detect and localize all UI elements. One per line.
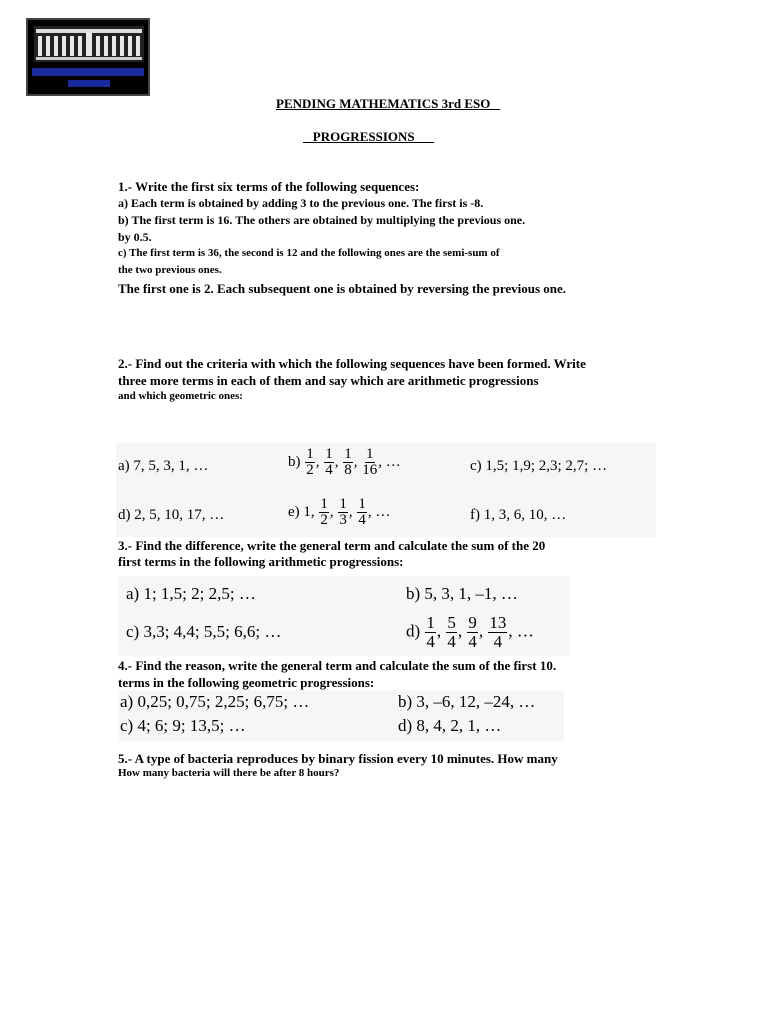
fraction: $\frac{1}{16}$ <box>362 446 378 478</box>
fraction: $\frac{1}{2}$ <box>306 446 314 478</box>
logo-caption-bar <box>68 80 110 87</box>
q4-seq-a: a) 0,25; 0,75; 2,25; 6,75; … <box>120 692 310 711</box>
q2-seq-e: e) 1, $\frac{1}{2}$ , $\frac{1}{3}$ , $\frac{1}{4}$ , … <box>288 496 391 528</box>
fraction: $\frac{9}{4}$ <box>468 613 477 651</box>
q3-seq-b: b) 5, 3, 1, –1, … <box>406 584 518 603</box>
q2-seq-c: c) 1,5; 1,9; 2,3; 2,7; … <box>470 458 608 474</box>
page-title: PENDING MATHEMATICS 3rd ESO <box>276 96 501 111</box>
q3-prompt: 3.- Find the difference, write the general term and calculate the sum of the 20 <box>118 538 546 553</box>
q3-prompt-cont: first terms in the following arithmetic progressions: <box>118 554 404 569</box>
q1-item-b-cont: by 0.5. <box>118 230 152 244</box>
logo-caption-bar <box>32 68 144 76</box>
fraction: $\frac{1}{4}$ <box>325 446 333 478</box>
q1-item-c: c) The first term is 36, the second is 12 and the following ones are the semi-sum of <box>118 247 500 259</box>
school-logo-icon <box>26 18 150 96</box>
q2-prompt-cont: three more terms in each of them and say which are arithmetic progressions <box>118 373 539 388</box>
q3-seq-d-label: d) <box>406 621 421 641</box>
q1-item-a: a) Each term is obtained by adding 3 to the previous one. The first is -8. <box>118 196 484 210</box>
q1-item-b: b) The first term is 16. The others are obtained by multiplying the previous one. <box>118 213 526 227</box>
q1-item-d: The first one is 2. Each subsequent one is obtained by reversing the previous one. <box>118 281 567 296</box>
q2-prompt: 2.- Find out the criteria with which the following sequences have been formed. Write <box>118 356 586 371</box>
q2-seq-b-label: b) <box>288 453 301 470</box>
fraction: $\frac{13}{4}$ <box>489 613 507 651</box>
q1-item-c-cont: the two previous ones. <box>118 264 222 276</box>
q3-seq-d: d) $\frac{1}{4}$ , $\frac{5}{4}$ , $\frac{9}{4}$ , $\frac{13}{4}$ , … <box>406 613 534 651</box>
q4-prompt: 4.- Find the reason, write the general term and calculate the sum of the first 10. <box>118 658 557 673</box>
q4-seq-b: b) 3, –6, 12, –24, … <box>398 692 536 711</box>
building-icon <box>34 26 144 62</box>
q1-prompt: 1.- Write the first six terms of the following sequences: <box>118 179 420 194</box>
q2-seq-f: f) 1, 3, 6, 10, … <box>470 507 567 523</box>
fraction: $\frac{1}{3}$ <box>339 496 347 528</box>
fraction: $\frac{5}{4}$ <box>447 613 456 651</box>
page-subtitle: PROGRESSIONS <box>303 129 435 144</box>
q3-seq-a: a) 1; 1,5; 2; 2,5; … <box>126 584 256 603</box>
fraction: $\frac{1}{8}$ <box>344 446 352 478</box>
q2-sequences-panel <box>116 443 656 537</box>
q4-seq-d: d) 8, 4, 2, 1, … <box>398 716 502 735</box>
q5-prompt: 5.- A type of bacteria reproduces by binary fission every 10 minutes. How many <box>118 751 558 766</box>
q4-prompt-cont: terms in the following geometric progressions: <box>118 675 375 690</box>
q2-seq-a: a) 7, 5, 3, 1, … <box>118 458 209 474</box>
q4-sequences-panel <box>118 690 564 742</box>
q2-seq-d: d) 2, 5, 10, 17, … <box>118 507 225 523</box>
fraction: $\frac{1}{4}$ <box>426 613 435 651</box>
q2-seq-e-label: e) 1, <box>288 503 315 520</box>
q5-prompt-cont: How many bacteria will there be after 8 hours? <box>118 767 340 779</box>
fraction: $\frac{1}{4}$ <box>358 496 366 528</box>
q4-seq-c: c) 4; 6; 9; 13,5; … <box>120 716 246 735</box>
q3-sequences-panel <box>118 576 570 656</box>
q3-seq-c: c) 3,3; 4,4; 5,5; 6,6; … <box>126 622 282 641</box>
q2-prompt-cont2: and which geometric ones: <box>118 390 243 402</box>
fraction: $\frac{1}{2}$ <box>320 496 328 528</box>
q2-seq-b: b) $\frac{1}{2}$ , $\frac{1}{4}$ , $\frac{1}{8}$ , $\frac{1}{16}$ , … <box>288 446 401 478</box>
